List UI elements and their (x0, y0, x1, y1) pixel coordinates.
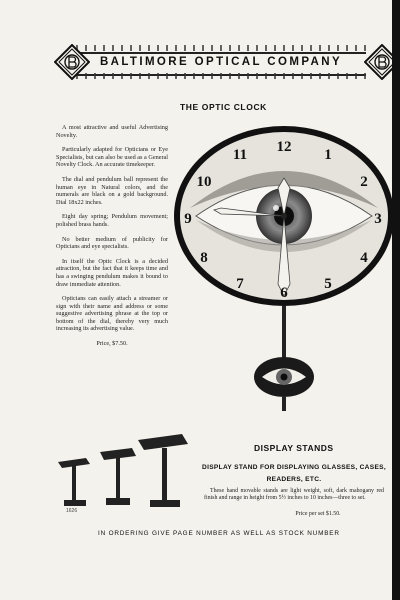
description-paragraph: Particularly adapted for Opticians or Eye Specialists, but can also be used as a General Novelty Clock. An accurate timekeeper. (56, 146, 168, 169)
pendulum-rod (282, 306, 286, 358)
company-name: BALTIMORE OPTICAL COMPANY (99, 56, 343, 68)
company-logo-left (54, 44, 90, 80)
description-paragraph: Opticians can easily attach a streamer or sign with their name and address or some suggestive advertising phrase at the top or bottom of the dial, thereby very much increasing its advertising value. (56, 295, 168, 333)
display-stands-illustration (52, 430, 190, 514)
page-binding-edge (392, 0, 400, 600)
dial-numeral-8: 8 (200, 250, 208, 266)
display-stands-price: Price per set $1.50. (295, 511, 341, 517)
dial-numeral-1: 1 (324, 147, 332, 163)
dial-numeral-4: 4 (360, 250, 368, 266)
dial-numeral-9: 9 (184, 211, 192, 227)
ordering-note: IN ORDERING GIVE PAGE NUMBER AS WELL AS STOCK NUMBER (98, 530, 340, 537)
display-stands-description: These hand movable stands are light weight, soft, dark mahogany red finish and range in height from 5½ inches to 10 inches—three to set. (204, 488, 384, 502)
display-stands-title: DISPLAY STANDS (254, 443, 334, 453)
description-paragraph: Eight day spring; Pendulum movement; polished brass hands. (56, 213, 168, 228)
dial-numeral-5: 5 (324, 276, 332, 292)
banner-ornament-bottom (76, 73, 366, 79)
display-stands-subtitle: DISPLAY STAND FOR DISPLAYING GLASSES, CASES, READERS, ETC. (202, 464, 386, 483)
dial-numeral-2: 2 (360, 174, 368, 190)
description-paragraph: A most attractive and useful Advertising Novelty. (56, 124, 168, 139)
dial-numeral-10: 10 (196, 174, 212, 190)
description-paragraph: The dial and pendulum ball represent the human eye in Natural colors, and the numerals are black on a gold background. Dial 18x22 inches. (56, 175, 168, 206)
dial-numeral-6: 6 (280, 285, 288, 301)
dial-numeral-12: 12 (276, 139, 292, 155)
banner-ornament-top (76, 45, 366, 51)
company-logo-right (364, 44, 392, 80)
optic-clock-title: THE OPTIC CLOCK (180, 102, 267, 112)
dial-numeral-7: 7 (236, 276, 244, 292)
optic-clock-price: Price, $7.50. (96, 340, 128, 348)
description-paragraph: In itself the Optic Clock is a decided attraction, but the fact that it keeps time and has a swinging pendulum makes it bound to draw immediate attention. (56, 257, 168, 288)
dial-numeral-11: 11 (232, 147, 248, 163)
stands-image-label: 1626 (66, 508, 78, 514)
header-banner (56, 40, 386, 84)
optic-clock-description (56, 124, 168, 355)
description-paragraph: No better medium of publicity for Opticians and eye specialists. (56, 235, 168, 251)
optic-clock-illustration (166, 124, 392, 419)
dial-numeral-3: 3 (374, 211, 382, 227)
